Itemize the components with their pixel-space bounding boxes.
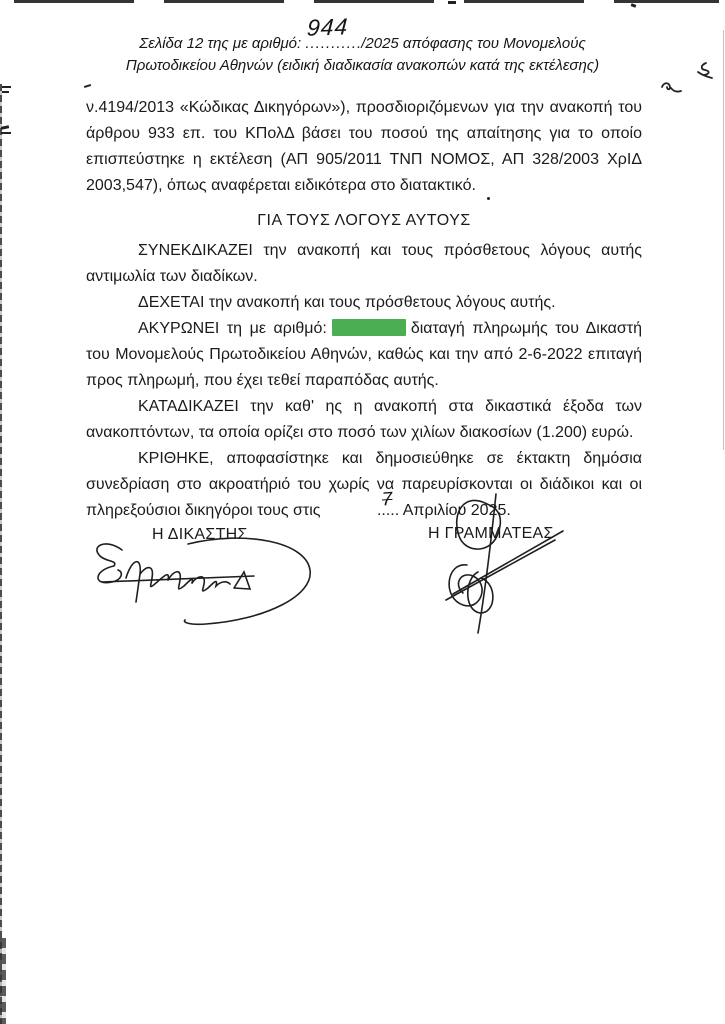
ruling-katadikazei: ΚΑΤΑΔΙΚΑΖΕΙ την καθ' ης η ανακοπή στα δικαστικά έξοδα των ανακοπτόντων, τα οποία ορίζει στο ποσό των χιλίων διακοσίων (1.200) ευρώ. (86, 398, 642, 441)
header-line1 (0, 13, 725, 55)
scan-speck (2, 91, 9, 93)
judge-signature-label: Η ΔΙΚΑΣΤΗΣ (152, 526, 248, 543)
ruling-akyronei-prefix: ΑΚΥΡΩΝΕΙ τη με αριθμό: (138, 320, 327, 337)
dots-before-day: .. (376, 502, 386, 519)
scan-speck (84, 84, 91, 88)
ink-squiggle-artifact (660, 80, 686, 96)
scan-speck (631, 3, 637, 8)
scan-left-edge-line (0, 84, 2, 1024)
scan-left-bottom-smudge (0, 938, 6, 1024)
case-number-dotted-field (305, 13, 358, 55)
header-line1-suffix: ./2025 απόφασης του Μονομελούς (357, 35, 586, 52)
header-line2: Πρωτοδικείου Αθηνών (ειδική διαδικασία ανακοπών κατά της εκτέλεσης) (125, 57, 600, 74)
decision-body (86, 95, 642, 524)
handwritten-day-number: 7 (381, 488, 394, 511)
publication-day-field (325, 488, 400, 524)
ruling-akyronei-suffix: διαταγή πληρωμής του Δικαστή του Μονομελούς Πρωτοδικείου Αθηνών, καθώς και την από 2-6-2022 επιταγή προς πληρωμή, που έχει τεθεί παραπόδας αυτής. (86, 320, 642, 389)
closing-suffix: Απριλίου 2025. (399, 502, 511, 519)
scan-speck (1, 132, 11, 134)
judge-signature (88, 536, 333, 636)
dots-after-day: ... (385, 502, 400, 519)
scan-speck (2, 86, 11, 88)
page-header (0, 13, 725, 77)
header-line1-prefix: Σελίδα 12 της με αριθμό: (139, 35, 306, 52)
scan-speck (448, 1, 456, 4)
clerk-signature (415, 492, 565, 637)
ruling-dexetai: ΔΕΧΕΤΑΙ την ανακοπή και τους πρόσθετους λόγους αυτής. (138, 294, 556, 311)
scan-top-edge-line (14, 0, 719, 3)
scan-right-edge-line (723, 30, 724, 450)
redaction-box (332, 319, 406, 336)
continuation-paragraph: ν.4194/2013 «Κώδικας Δικηγόρων»), προσδιοριζόμενων για την ανακοπή του άρθρου 933 επ. του ΚΠολΔ βάσει του ποσού της απαίτησης για το οποίο επισπεύστηκε η εκτέλεση (ΑΠ 905/2011 ΤΝΠ ΝΟΜΟΣ, ΑΠ 328/2003 ΧρΙΔ 2003,547), όπως αναφέρεται ειδικότερα στο διατακτικό. (86, 99, 642, 194)
handwritten-case-number: 944 (306, 13, 350, 41)
scan-speck (1, 125, 9, 130)
clerk-signature-label: Η ΓΡΑΜΜΑΤΕΑΣ (428, 525, 554, 542)
ruling-heading: ΓΙΑ ΤΟΥΣ ΛΟΓΟΥΣ ΑΥΤΟΥΣ (257, 212, 471, 229)
dotted-line: .......... (305, 35, 358, 52)
ruling-synekdikazei: ΣΥΝΕΚΔΙΚΑΖΕΙ την ανακοπή και τους πρόσθετους λόγους αυτής αντιμωλία των διαδίκων. (86, 242, 642, 285)
ruling-akyronei (86, 316, 642, 394)
closing-prefix: ΚΡΙΘΗΚΕ, αποφασίστηκε και δημοσιεύθηκε σε έκτακτη δημόσια συνεδρίαση στο ακροατήριό του χωρίς να παρευρίσκονται οι διάδικοι και οι πληρεξούσιοι δικηγόροι τους στις (86, 450, 642, 519)
